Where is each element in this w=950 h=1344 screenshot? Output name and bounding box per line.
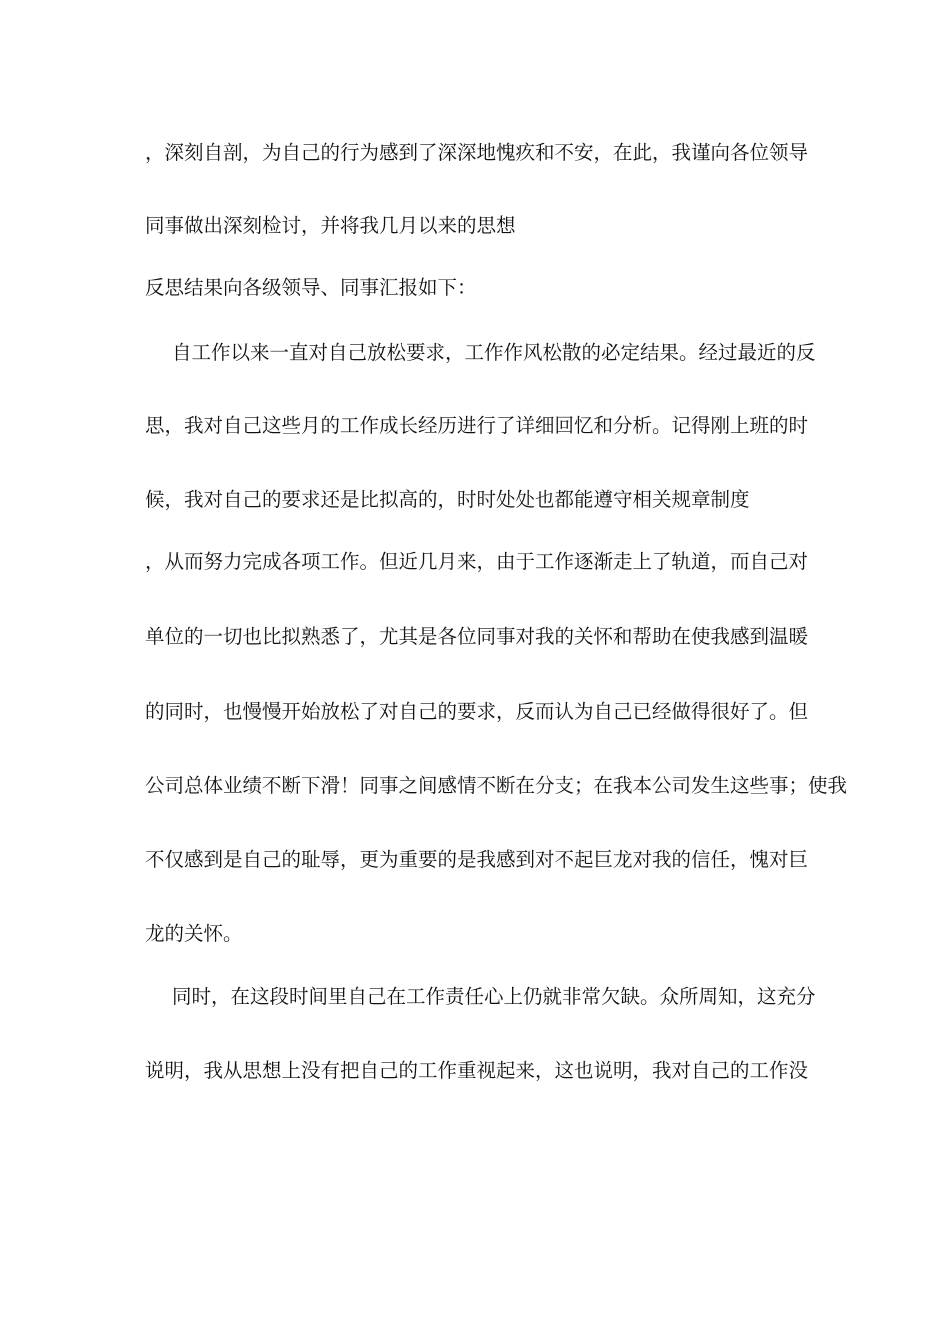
- text-line: 单位的一切也比拟熟悉了，尤其是各位同事对我的关怀和帮助在使我感到温暖: [145, 625, 809, 648]
- paragraph-first-line: 自工作以来一直对自己放松要求，工作作风松散的必定结果。经过最近的反: [172, 341, 816, 364]
- text-line: ，从而努力完成各项工作。但近几月来，由于工作逐渐走上了轨道，而自己对: [145, 550, 809, 573]
- text-line: ，深刻自剖，为自己的行为感到了深深地愧疚和不安，在此，我谨向各位领导: [145, 141, 809, 164]
- text-line: 不仅感到是自己的耻辱，更为重要的是我感到对不起巨龙对我的信任，愧对巨: [145, 848, 809, 871]
- text-line: 说明，我从思想上没有把自己的工作重视起来，这也说明，我对自己的工作没: [145, 1059, 809, 1082]
- text-line: 同事做出深刻检讨，并将我几月以来的思想: [145, 214, 516, 237]
- text-line: 候，我对自己的要求还是比拟高的，时时处处也都能遵守相关规章制度: [145, 488, 750, 511]
- text-line: 公司总体业绩不断下滑！同事之间感情不断在分支；在我本公司发生这些事；使我: [145, 774, 848, 797]
- paragraph-first-line: 同时，在这段时间里自己在工作责任心上仍就非常欠缺。众所周知，这充分: [172, 985, 816, 1008]
- text-line: 的同时，也慢慢开始放松了对自己的要求，反而认为自己已经做得很好了。但: [145, 700, 809, 723]
- text-line: 龙的关怀。: [145, 922, 243, 945]
- text-line: 反思结果向各级领导、同事汇报如下：: [145, 276, 477, 299]
- text-line: 思，我对自己这些月的工作成长经历进行了详细回忆和分析。记得刚上班的时: [145, 414, 809, 437]
